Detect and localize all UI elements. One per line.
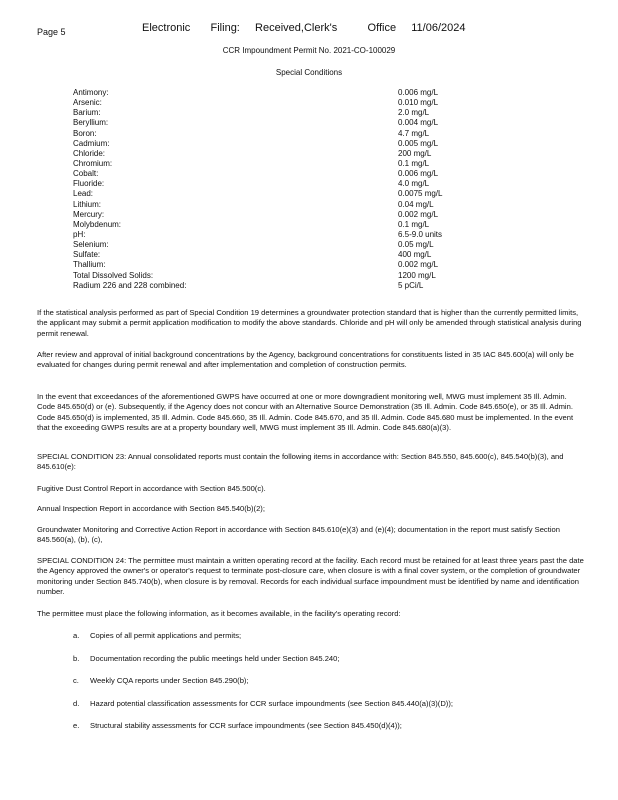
constituent-name: Mercury: bbox=[73, 209, 105, 219]
paragraph-text: The permittee must place the following information, as it becomes available, in the facility's operating record: bbox=[37, 609, 401, 618]
constituent-name: Sulfate: bbox=[73, 250, 101, 260]
constituent-name: Antimony: bbox=[73, 88, 109, 97]
constituent-name: Lithium: bbox=[73, 199, 102, 209]
limit-row bbox=[73, 281, 493, 291]
operating-record-list bbox=[73, 631, 593, 744]
constituent-limit: 0.05 mg/L bbox=[398, 240, 434, 250]
constituent-name: Cadmium: bbox=[73, 138, 110, 148]
limit-row bbox=[73, 118, 493, 128]
paragraph-text: SPECIAL CONDITION 24: The permittee must maintain a written operating record at the facility. Each record must be retained for at least three years past the date the Agency approved the owner's or operator's request to terminate post-closure care, when closure is with a final cover system, or the completion of groundwater monitoring under Section 845.740(b), when closure is by removal. Records for each individual surface impoundment must be identified by name and identification number. bbox=[37, 556, 584, 597]
list-marker: b. bbox=[73, 653, 80, 663]
list-item bbox=[73, 654, 593, 677]
special-condition-24 bbox=[37, 556, 585, 598]
constituent-limit: 4.0 mg/L bbox=[398, 179, 430, 189]
constituent-limit: 200 mg/L bbox=[398, 148, 432, 158]
constituent-limit: 0.04 mg/L bbox=[398, 199, 434, 209]
list-item-text: Hazard potential classification assessments for CCR surface impoundments (see Section 845.440(a)(3)(D)); bbox=[90, 698, 453, 708]
constituent-name: Selenium: bbox=[73, 240, 109, 250]
limit-row bbox=[73, 200, 493, 210]
special-condition-23 bbox=[37, 452, 585, 473]
list-item bbox=[73, 631, 593, 654]
paragraph-text: In the event that exceedances of the aforementioned GWPS have occurred at one or more downgradient monitoring well, MWG must implement 35 Ill. Admin. Code 845.650(d) or (e). Subsequently, if the Agency does not concur with an Alternative Source Demonstration (35 Ill. Admin. Code 845.650(e), or 35 Ill. Admin. Code 845.650(d) is implemented, 35 Ill. Admin. Code 845.660, 35 Ill. Admin. Code 845.670, and 35 Ill. Admin. Code 845.680 must be implemented. In the event that the exceeding GWPS results are at a property boundary well, MWG must implement 35 Ill. Admin. Code 845.680(a)(3). bbox=[37, 392, 574, 433]
paragraph-text: Groundwater Monitoring and Corrective Action Report in accordance with Section 845.610(e)(3) and (e)(4); documentation in the report must satisfy Section 845.560(a), (b), (c), bbox=[37, 525, 560, 545]
gwps-modification-paragraph bbox=[37, 308, 585, 339]
constituent-limit: 1200 mg/L bbox=[398, 270, 436, 280]
constituent-limit: 5 pCi/L bbox=[398, 280, 424, 290]
limit-row bbox=[73, 210, 493, 220]
exceedance-paragraph bbox=[37, 392, 585, 434]
fugitive-dust-item bbox=[37, 484, 585, 494]
limit-row bbox=[73, 260, 493, 270]
list-item-text: Documentation recording the public meetings held under Section 845.240; bbox=[90, 653, 340, 663]
limit-row bbox=[73, 139, 493, 149]
list-item bbox=[73, 676, 593, 699]
annual-inspection-item bbox=[37, 504, 585, 514]
constituent-name: Lead: bbox=[73, 189, 94, 199]
operating-record-intro bbox=[37, 609, 585, 619]
constituent-name: Thallium: bbox=[73, 260, 106, 270]
constituent-name: Chloride: bbox=[73, 148, 106, 158]
constituent-limit: 4.7 mg/L bbox=[398, 128, 430, 138]
constituent-limit: 0.006 mg/L bbox=[398, 88, 439, 97]
limit-row bbox=[73, 250, 493, 260]
permit-title: CCR Impoundment Permit No. 2021-CO-100029 bbox=[222, 46, 396, 55]
constituent-name: Chromium: bbox=[73, 158, 113, 168]
section-title: Special Conditions bbox=[275, 68, 343, 77]
limit-row bbox=[73, 129, 493, 139]
list-item bbox=[73, 699, 593, 722]
limit-row bbox=[73, 88, 493, 98]
list-marker: a. bbox=[73, 631, 80, 640]
paragraph-text: Annual Inspection Report in accordance with Section 845.540(b)(2); bbox=[37, 504, 265, 513]
constituent-name: Total Dissolved Solids: bbox=[73, 270, 154, 280]
filing-stamp: Electronic Filing: Received,Clerk's Office 11/06/2024 bbox=[142, 22, 466, 34]
limit-row bbox=[73, 108, 493, 118]
list-item-text: Weekly CQA reports under Section 845.290(b); bbox=[90, 676, 249, 686]
constituent-name: Beryllium: bbox=[73, 118, 109, 128]
limit-row bbox=[73, 230, 493, 240]
groundwater-report-item bbox=[37, 525, 585, 546]
constituent-limit: 0.005 mg/L bbox=[398, 138, 439, 148]
page-header bbox=[37, 22, 597, 40]
constituent-limit: 0.006 mg/L bbox=[398, 169, 439, 179]
list-item bbox=[73, 721, 593, 744]
constituent-limit: 6.5-9.0 units bbox=[398, 229, 443, 239]
limit-row bbox=[73, 149, 493, 159]
limit-row bbox=[73, 240, 493, 250]
constituent-limit: 0.002 mg/L bbox=[398, 260, 439, 270]
list-item-text: Structural stability assessments for CCR surface impoundments (see Section 845.450(d)(4)); bbox=[90, 721, 402, 731]
constituent-limit: 0.1 mg/L bbox=[398, 158, 430, 168]
constituent-limit: 400 mg/L bbox=[398, 250, 432, 260]
paragraph-text: If the statistical analysis performed as part of Special Condition 19 determines a groundwater protection standard that is higher than the currently permitted limits, the applicant may submit a permit application modification to modify the above standards. Chloride and pH will only be amended through statistical analysis during permit renewal. bbox=[37, 308, 582, 338]
constituent-limit: 0.004 mg/L bbox=[398, 118, 439, 128]
constituent-name: Barium: bbox=[73, 108, 101, 118]
limit-row bbox=[73, 220, 493, 230]
list-marker: d. bbox=[73, 698, 80, 708]
constituent-name: Radium 226 and 228 combined: bbox=[73, 280, 187, 290]
limit-row bbox=[73, 98, 493, 108]
constituent-limit: 2.0 mg/L bbox=[398, 108, 430, 118]
limit-row bbox=[73, 271, 493, 281]
list-marker: e. bbox=[73, 721, 80, 731]
background-concentrations-paragraph bbox=[37, 350, 585, 371]
limit-row bbox=[73, 159, 493, 169]
constituent-name: Cobalt: bbox=[73, 169, 99, 179]
constituent-name: Boron: bbox=[73, 128, 97, 138]
constituent-name: Arsenic: bbox=[73, 98, 102, 108]
constituent-name: Fluoride: bbox=[73, 179, 105, 189]
limit-row bbox=[73, 179, 493, 189]
groundwater-limits-list bbox=[73, 88, 493, 291]
list-marker: c. bbox=[73, 676, 79, 686]
constituent-limit: 0.1 mg/L bbox=[398, 219, 430, 229]
page-number: Page 5 bbox=[37, 27, 66, 37]
constituent-limit: 0.010 mg/L bbox=[398, 98, 439, 108]
paragraph-text: After review and approval of initial background concentrations by the Agency, background concentrations for constituents listed in 35 IAC 845.600(a) will only be evaluated for changes during permit renewal and after implementation and completion of construction permits. bbox=[37, 350, 574, 370]
limit-row bbox=[73, 189, 493, 199]
constituent-limit: 0.002 mg/L bbox=[398, 209, 439, 219]
limit-row bbox=[73, 169, 493, 179]
paragraph-text: SPECIAL CONDITION 23: Annual consolidated reports must contain the following items in accordance with: Section 845.550, 845.600(c), 845.540(b)(3), and 845.610(e): bbox=[37, 452, 564, 472]
paragraph-text: Fugitive Dust Control Report in accordance with Section 845.500(c). bbox=[37, 484, 266, 493]
constituent-name: pH: bbox=[73, 229, 86, 239]
constituent-name: Molybdenum: bbox=[73, 219, 122, 229]
constituent-limit: 0.0075 mg/L bbox=[398, 189, 443, 199]
list-item-text: Copies of all permit applications and permits; bbox=[90, 631, 242, 640]
